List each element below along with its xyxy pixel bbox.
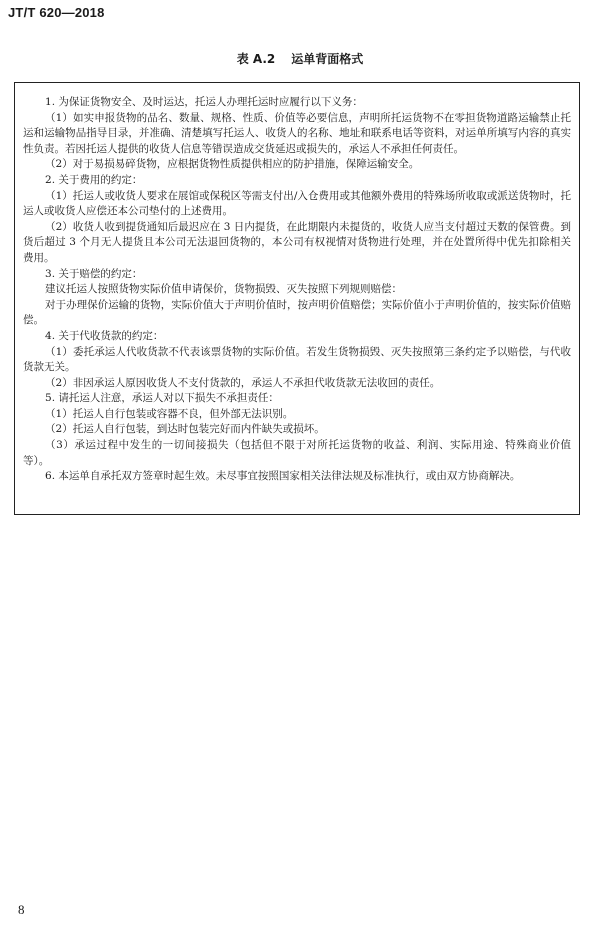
clause-6: 6. 本运单自承托双方签章时起生效。未尽事宜按照国家相关法律法规及标准执行，或由双方协商解决。 — [45, 470, 521, 483]
table-caption: 运单背面格式 — [291, 52, 364, 66]
table-number: 表 A.2 — [236, 52, 276, 66]
waybill-terms-box — [14, 82, 580, 515]
clause-1-item-1: （1）如实申报货物的品名、数量、规格、性质、价值等必要信息，声明所托运货物不在零担货物道路运输禁止托运和运输物品指导目录，并准确、清楚填写托运人、收货人的名称、地址和联系电话等资料，对运单所填写内容的真实性负责。若因托运人提供的收货人信息等错误造成交货延迟或损失的，承运人不承担任何责任。 — [23, 111, 571, 155]
page-number: 8 — [18, 902, 25, 917]
clause-3-heading: 3. 关于赔偿的约定： — [45, 267, 143, 280]
standard-code: JT/T 620—2018 — [8, 5, 105, 20]
clause-3-text-2: 对于办理保价运输的货物，实际价值大于声明价值时，按声明价值赔偿；实际价值小于声明价值的，按实际价值赔偿。 — [23, 298, 571, 327]
clause-2-heading: 2. 关于费用的约定： — [45, 173, 143, 186]
clause-4-heading: 4. 关于代收货款的约定： — [45, 329, 164, 342]
clause-2-item-1: （1）托运人或收货人要求在展馆或保税区等需支付出/入仓费用或其他额外费用的特殊场所收取或派送货物时，托运人或收货人应偿还本公司垫付的上述费用。 — [23, 189, 571, 218]
clause-5-item-1: （1）托运人自行包装或容器不良，但外部无法识别。 — [45, 407, 294, 420]
clause-1-item-2: （2）对于易损易碎货物，应根据货物性质提供相应的防护措施，保障运输安全。 — [45, 158, 420, 171]
clause-4-item-2: （2）非因承运人原因收货人不支付货款的，承运人不承担代收货款无法收回的责任。 — [45, 376, 441, 389]
table-title — [0, 50, 600, 67]
clause-1-heading: 1. 为保证货物安全、及时运达，托运人办理托运时应履行以下义务： — [45, 96, 363, 108]
clause-3-text-1: 建议托运人按照货物实际价值申请保价，货物损毁、灭失按照下列规则赔偿： — [45, 283, 403, 296]
clause-5-heading: 5. 请托运人注意，承运人对以下损失不承担责任： — [45, 392, 279, 405]
clause-2-item-2: （2）收货人收到提货通知后最迟应在 3 日内提货，在此期限内未提货的，收货人应当支付超过天数的保管费。到货后超过 3 个月无人提货且本公司无法退回货物的，本公司有权视情对货物进行处理，并在处置所得中优先扣除相关费用。 — [23, 220, 571, 264]
clause-5-item-2: （2）托运人自行包装，到达时包装完好而内件缺失或损坏。 — [45, 423, 325, 436]
clause-4-item-1: （1）委托承运人代收货款不代表该票货物的实际价值。若发生货物损毁、灭失按照第三条约定予以赔偿，与代收货款无关。 — [23, 345, 571, 374]
clause-5-item-3: （3）承运过程中发生的一切间接损失（包括但不限于对所托运货物的收益、利润、实际用途、特殊商业价值等）。 — [23, 439, 571, 467]
